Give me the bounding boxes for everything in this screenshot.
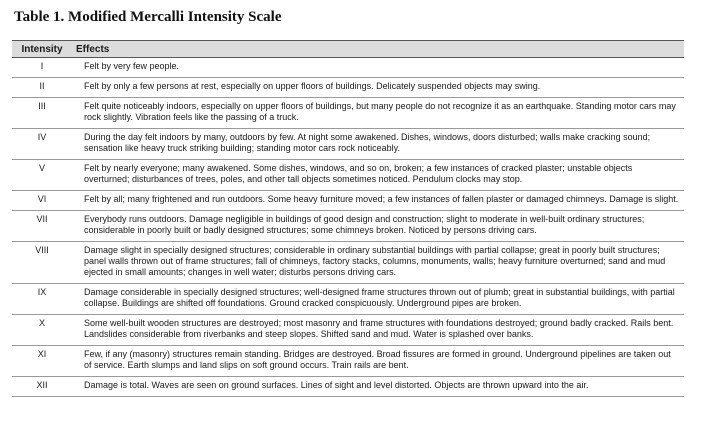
table-row (12, 78, 684, 98)
intensity-cell: X (12, 315, 72, 346)
effects-cell: Damage slight in specially designed structures; considerable in ordinary substantial buildings with partial collapse; great in poorly built structures; panel walls thrown out of frame structures; fall of chimneys, factory stacks, columns, monuments, walls; heavy furniture overturned; sand and mud ejected in small amounts; changes in well water; disturbs persons driving cars. (72, 242, 684, 284)
table-row (12, 377, 684, 397)
table-row (12, 315, 684, 346)
intensity-cell: V (12, 160, 72, 191)
table-row (12, 346, 684, 377)
table-row (12, 129, 684, 160)
header-intensity: Intensity (12, 41, 72, 58)
effects-cell: Damage is total. Waves are seen on ground surfaces. Lines of sight and level distorted. Objects are thrown upward into the air. (72, 377, 684, 397)
effects-cell: Some well-built wooden structures are destroyed; most masonry and frame structures with foundations destroyed; ground badly cracked. Rails bent. Landslides considerable from riverbanks and steep slopes. Shifted sand and mud. Water is splashed over banks. (72, 315, 684, 346)
effects-cell: Felt by nearly everyone; many awakened. Some dishes, windows, and so on, broken; a few instances of cracked plaster; unstable objects overturned; disturbances of trees, poles, and other tall objects sometimes noticed. Pendulum clocks may stop. (72, 160, 684, 191)
intensity-cell: VI (12, 191, 72, 211)
table-row (12, 98, 684, 129)
table-body (12, 58, 684, 397)
intensity-cell: VIII (12, 242, 72, 284)
mercalli-table (12, 40, 684, 397)
effects-cell: Felt by all; many frightened and run outdoors. Some heavy furniture moved; a few instances of fallen plaster or damaged chimneys. Damage is slight. (72, 191, 684, 211)
effects-cell: Felt quite noticeably indoors, especially on upper floors of buildings, but many people do not recognize it as an earthquake. Standing motor cars may rock slightly. Vibration feels like the passing of a truck. (72, 98, 684, 129)
intensity-cell: II (12, 78, 72, 98)
intensity-cell: XII (12, 377, 72, 397)
table-row (12, 58, 684, 78)
intensity-cell: III (12, 98, 72, 129)
effects-cell: Felt by very few people. (72, 58, 684, 78)
effects-cell: During the day felt indoors by many, outdoors by few. At night some awakened. Dishes, windows, doors disturbed; walls make cracking sound; sensation like heavy truck striking building; standing motor cars rock noticeably. (72, 129, 684, 160)
header-effects: Effects (72, 41, 684, 58)
intensity-cell: I (12, 58, 72, 78)
effects-cell: Everybody runs outdoors. Damage negligible in buildings of good design and construction; slight to moderate in well-built ordinary structures; considerable in poorly built or badly designed structures; some chimneys broken. Noticed by persons driving cars. (72, 211, 684, 242)
table-row (12, 211, 684, 242)
table-header (12, 41, 684, 58)
effects-cell: Felt by only a few persons at rest, especially on upper floors of buildings. Delicately suspended objects may swing. (72, 78, 684, 98)
table-row (12, 160, 684, 191)
intensity-cell: IV (12, 129, 72, 160)
table-row (12, 284, 684, 315)
table-row (12, 242, 684, 284)
intensity-cell: IX (12, 284, 72, 315)
table-title: Table 1. Modified Mercalli Intensity Scale (14, 9, 282, 25)
effects-cell: Few, if any (masonry) structures remain standing. Bridges are destroyed. Broad fissures are formed in ground. Underground pipelines are taken out of service. Earth slumps and land slips on soft ground occurs. Train rails are bent. (72, 346, 684, 377)
intensity-cell: XI (12, 346, 72, 377)
intensity-cell: VII (12, 211, 72, 242)
effects-cell: Damage considerable in specially designed structures; well-designed frame structures thrown out of plumb; great in substantial buildings, with partial collapse. Buildings are shifted off foundations. Ground cracked conspicuously. Underground pipes are broken. (72, 284, 684, 315)
table-row (12, 191, 684, 211)
